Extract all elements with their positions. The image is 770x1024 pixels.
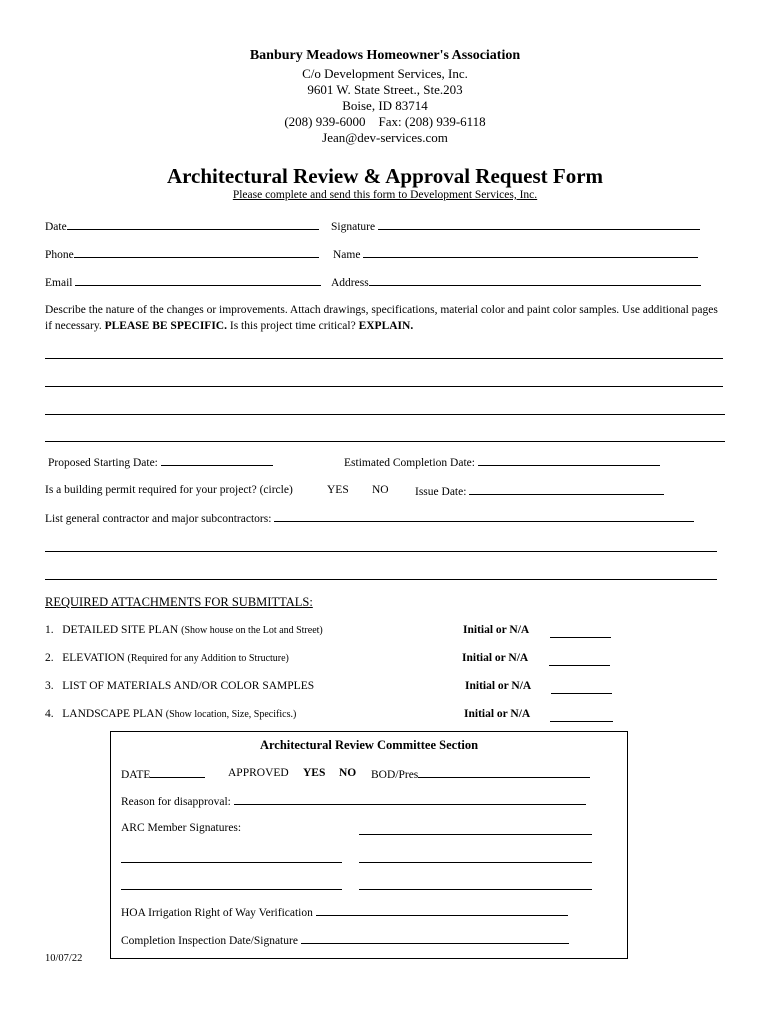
arc-signature-line[interactable] [359, 862, 592, 863]
attachments-heading: REQUIRED ATTACHMENTS FOR SUBMITTALS: [45, 595, 313, 609]
description-instructions [45, 302, 725, 334]
description-time-critical: Is this project time critical? [229, 320, 356, 332]
care-of-line: C/o Development Services, Inc. [302, 66, 468, 81]
address-field[interactable] [331, 275, 701, 289]
street-line: 9601 W. State Street., Ste.203 [307, 82, 463, 97]
description-emphasis-explain: EXPLAIN. [358, 320, 414, 332]
attachment-title: LANDSCAPE PLAN [62, 708, 163, 720]
form-title: Architectural Review & Approval Request Form [166, 164, 604, 188]
contractors-label: List general contractor and major subcontractors: [45, 513, 272, 525]
disapproval-reason-field[interactable] [121, 794, 586, 808]
description-emphasis-specific: PLEASE BE SPECIFIC. [104, 320, 227, 332]
irrigation-field[interactable] [121, 905, 568, 919]
attachment-initial-line[interactable] [550, 637, 611, 638]
issue-date-label: Issue Date: [415, 486, 467, 498]
email-line: Jean@dev-services.com [322, 130, 448, 145]
name-label: Name [333, 249, 361, 261]
form-version-date: 10/07/22 [45, 953, 83, 964]
bod-pres-field[interactable] [371, 767, 590, 781]
committee-date-field[interactable] [121, 767, 205, 781]
phone-label: Phone [45, 249, 74, 261]
attachment-number: 2. [45, 652, 54, 664]
permit-question: Is a building permit required for your project? (circle) [45, 484, 293, 496]
attachment-item [45, 652, 289, 664]
completion-date-label: Estimated Completion Date: [344, 457, 475, 469]
attachment-initial-label: Initial or N/A [462, 652, 529, 664]
org-name: Banbury Meadows Homeowner's Association [249, 48, 521, 63]
attachment-initial-label: Initial or N/A [464, 708, 531, 720]
completion-inspection-field[interactable] [121, 933, 569, 947]
completion-inspection-label: Completion Inspection Date/Signature [121, 935, 298, 947]
attachment-note: (Show location, Size, Specifics.) [165, 709, 297, 720]
permit-yes-option[interactable]: YES [327, 484, 349, 496]
signature-field[interactable] [331, 219, 700, 233]
attachment-title: ELEVATION [62, 652, 125, 664]
committee-no-option[interactable]: NO [339, 767, 357, 779]
attachment-note: (Show house on the Lot and Street) [181, 625, 323, 636]
irrigation-label: HOA Irrigation Right of Way Verification [121, 907, 313, 919]
address-label: Address [331, 277, 369, 289]
attachment-initial-label: Initial or N/A [465, 680, 532, 692]
attachment-note: (Required for any Addition to Structure) [127, 653, 289, 664]
signature-label: Signature [331, 221, 376, 233]
issue-date-field[interactable] [415, 484, 664, 498]
committee-section-box [110, 731, 628, 959]
attachment-item [45, 708, 296, 720]
attachment-number: 1. [45, 624, 54, 636]
attachment-title: LIST OF MATERIALS AND/OR COLOR SAMPLES [62, 680, 315, 692]
attachment-number: 3. [45, 680, 54, 692]
contractors-line[interactable] [45, 579, 717, 580]
attachment-title: DETAILED SITE PLAN [62, 624, 179, 636]
start-date-label: Proposed Starting Date: [48, 457, 158, 469]
attachment-initial-line[interactable] [549, 665, 610, 666]
start-date-field[interactable] [48, 455, 273, 469]
attachment-initial-line[interactable] [550, 721, 613, 722]
committee-approved-label: APPROVED [228, 767, 289, 779]
arc-signature-line[interactable] [359, 889, 592, 890]
attachment-initial-label: Initial or N/A [463, 624, 530, 636]
attachment-number: 4. [45, 708, 54, 720]
committee-heading: Architectural Review Committee Section [259, 738, 479, 752]
arc-signature-line[interactable] [121, 889, 342, 890]
contractors-field[interactable] [45, 511, 694, 525]
description-line[interactable] [45, 358, 723, 359]
city-line: Boise, ID 83714 [342, 98, 428, 113]
phone-field[interactable] [45, 247, 319, 261]
description-line[interactable] [45, 386, 723, 387]
disapproval-reason-label: Reason for disapproval: [121, 796, 231, 808]
phone-fax-line: (208) 939-6000 Fax: (208) 939-6118 [284, 114, 486, 129]
form-subtitle: Please complete and send this form to Development Services, Inc. [232, 189, 538, 201]
description-line[interactable] [45, 414, 725, 415]
contractors-line[interactable] [45, 551, 717, 552]
committee-date-label: DATE [121, 769, 151, 781]
description-text: Describe the nature of the changes or improvements. Attach drawings, specifications, material color and paint color samples. Use additional pages if necessary. [45, 304, 718, 332]
name-field[interactable] [333, 247, 698, 261]
attachment-item [45, 680, 314, 692]
committee-yes-option[interactable]: YES [303, 767, 326, 779]
email-field[interactable] [45, 275, 321, 289]
date-field[interactable] [45, 219, 319, 233]
date-label: Date [45, 221, 67, 233]
arc-signatures-label: ARC Member Signatures: [121, 822, 242, 834]
description-line[interactable] [45, 441, 725, 442]
permit-no-option[interactable]: NO [372, 484, 389, 496]
arc-signature-line[interactable] [121, 862, 342, 863]
attachment-initial-line[interactable] [551, 693, 612, 694]
bod-pres-label: BOD/Pres [371, 769, 419, 781]
completion-date-field[interactable] [344, 455, 660, 469]
arc-signature-line[interactable] [359, 834, 592, 835]
email-label: Email [45, 277, 73, 289]
attachment-item [45, 624, 323, 636]
